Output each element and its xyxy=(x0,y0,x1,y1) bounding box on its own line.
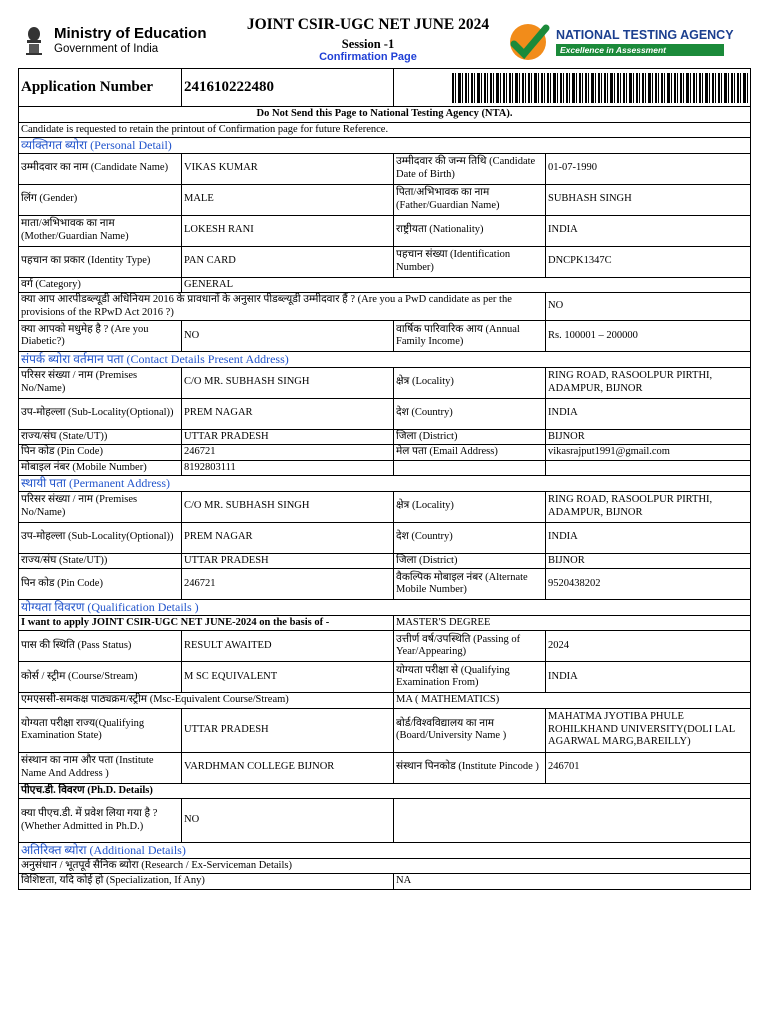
page-name: Confirmation Page xyxy=(319,51,417,63)
table-row xyxy=(19,321,751,352)
table-row xyxy=(19,367,751,398)
field-label: पिन कोड (Pin Code) xyxy=(19,569,182,600)
diabetic-value: NO xyxy=(182,321,394,352)
field-label: पास की स्थिति (Pass Status) xyxy=(19,631,182,662)
field-label: जिला (District) xyxy=(394,553,546,569)
section-title-present-address: संपर्क ब्योरा वर्तमान पता (Contact Details Present Address) xyxy=(19,352,751,368)
field-label: राज्य/संघ (State/UT)) xyxy=(19,429,182,445)
table-row xyxy=(19,553,751,569)
field-label: योग्यता परीक्षा राज्य(Qualifying Examination State) xyxy=(19,708,182,752)
field-value: RESULT AWAITED xyxy=(182,631,394,662)
field-label: क्षेत्र (Locality) xyxy=(394,367,546,398)
field-label: पहचान संख्या (Identification Number) xyxy=(394,246,546,277)
apply-basis-label: I want to apply JOINT CSIR-UGC NET JUNE-2024 on the basis of - xyxy=(19,615,394,631)
field-value: VARDHMAN COLLEGE BIJNOR xyxy=(182,752,394,783)
specialization-label: विशिष्टता, यदि कोई हो (Specialization, If Any) xyxy=(19,874,394,890)
field-value: MALE xyxy=(182,184,394,215)
retain-note: Candidate is requested to retain the printout of Confirmation page for future Reference. xyxy=(19,122,751,138)
field-label: देश (Country) xyxy=(394,522,546,553)
field-value: RING ROAD, RASOOLPUR PIRTHI, ADAMPUR, BIJNOR xyxy=(546,491,751,522)
section-title-additional: अतिरिक्त ब्योरा (Additional Details) xyxy=(19,843,751,859)
field-label: परिसर संख्या / नाम (Premises No/Name) xyxy=(19,367,182,398)
table-row xyxy=(19,215,751,246)
table-row xyxy=(19,752,751,783)
agency-tagline: Excellence in Assessment xyxy=(556,44,724,56)
empty-cell xyxy=(394,799,751,843)
field-label: पिन कोड (Pin Code) xyxy=(19,445,182,461)
pwd-value: NO xyxy=(546,293,751,321)
field-label: राष्ट्रीयता (Nationality) xyxy=(394,215,546,246)
field-value: 8192803111 xyxy=(182,460,394,476)
ashoka-emblem-icon xyxy=(22,25,46,57)
section-title-qualification: योग्यता विवरण (Qualification Details ) xyxy=(19,600,751,616)
field-label: मोबाइल नंबर (Mobile Number) xyxy=(19,460,182,476)
table-row xyxy=(19,693,751,709)
agency-name: NATIONAL TESTING AGENCY xyxy=(556,28,734,42)
field-value: DNCPK1347C xyxy=(546,246,751,277)
field-value: 2024 xyxy=(546,631,751,662)
table-row xyxy=(19,631,751,662)
field-label: उम्मीदवार की जन्म तिथि (Candidate Date of Birth) xyxy=(394,153,546,184)
table-row xyxy=(19,445,751,461)
table-row xyxy=(19,874,751,890)
table-row xyxy=(19,293,751,321)
field-value: UTTAR PRADESH xyxy=(182,553,394,569)
table-row xyxy=(19,277,751,293)
empty-cell xyxy=(546,460,751,476)
field-value: UTTAR PRADESH xyxy=(182,429,394,445)
field-value: PREM NAGAR xyxy=(182,398,394,429)
field-label: कोर्स / स्ट्रीम (Course/Stream) xyxy=(19,662,182,693)
table-row xyxy=(19,522,751,553)
income-value: Rs. 100001 – 200000 xyxy=(546,321,751,352)
table-row xyxy=(19,799,751,843)
field-label: माता/अभिभावक का नाम (Mother/Guardian Name) xyxy=(19,215,182,246)
do-not-send-notice: Do Not Send this Page to National Testing Agency (NTA). xyxy=(19,107,751,123)
ministry-title: Ministry of Education xyxy=(54,25,207,42)
field-label: उप-मोहल्ला (Sub-Locality(Optional)) xyxy=(19,398,182,429)
field-value: VIKAS KUMAR xyxy=(182,153,394,184)
field-value: INDIA xyxy=(546,662,751,693)
table-row xyxy=(19,246,751,277)
table-row xyxy=(19,662,751,693)
field-label: पिता/अभिभावक का नाम (Father/Guardian Name) xyxy=(394,184,546,215)
table-row xyxy=(19,783,751,799)
field-label: उम्मीदवार का नाम (Candidate Name) xyxy=(19,153,182,184)
field-value: BIJNOR xyxy=(546,553,751,569)
field-label: पहचान का प्रकार (Identity Type) xyxy=(19,246,182,277)
field-label: मेल पता (Email Address) xyxy=(394,445,546,461)
field-label: संस्थान का नाम और पता (Institute Name And Address ) xyxy=(19,752,182,783)
notice-row xyxy=(19,107,751,123)
barcode-cell xyxy=(394,69,751,107)
barcode-image xyxy=(452,73,748,103)
apply-basis-value: MASTER'S DEGREE xyxy=(394,615,751,631)
email-value: vikasrajput1991@gmail.com xyxy=(546,445,751,461)
field-label: लिंग (Gender) xyxy=(19,184,182,215)
field-label: क्षेत्र (Locality) xyxy=(394,491,546,522)
table-row xyxy=(19,569,751,600)
field-value: INDIA xyxy=(546,522,751,553)
table-row xyxy=(19,153,751,184)
table-row xyxy=(19,615,751,631)
nta-check-icon xyxy=(504,22,552,62)
section-title-permanent-address: स्थायी पता (Permanent Address) xyxy=(19,476,751,492)
ministry-subtitle: Government of India xyxy=(54,43,159,55)
application-number-label: Application Number xyxy=(19,69,182,107)
research-label: अनुसंधान / भूतपूर्व सैनिक ब्योरा (Research / Ex-Serviceman Details) xyxy=(19,858,751,874)
field-value: PREM NAGAR xyxy=(182,522,394,553)
category-value: GENERAL xyxy=(182,277,751,293)
field-value: MAHATMA JYOTIBA PHULE ROHILKHAND UNIVERSITY(DOLI LAL AGARWAL MARG,BAREILLY) xyxy=(546,708,751,752)
page-header xyxy=(0,0,768,66)
income-label: वार्षिक पारिवारिक आय (Annual Family Income) xyxy=(394,321,546,352)
field-label: उप-मोहल्ला (Sub-Locality(Optional)) xyxy=(19,522,182,553)
nta-logo xyxy=(504,22,760,62)
phd-value: NO xyxy=(182,799,394,843)
field-value: SUBHASH SINGH xyxy=(546,184,751,215)
table-row xyxy=(19,429,751,445)
field-value: 01-07-1990 xyxy=(546,153,751,184)
table-row xyxy=(19,858,751,874)
section-title-personal: व्यक्तिगत ब्योरा (Personal Detail) xyxy=(19,138,751,154)
field-value: LOKESH RANI xyxy=(182,215,394,246)
msc-course-label: एमएससी-समकक्ष पाठ्यक्रम/स्ट्रीम (Msc-Equivalent Course/Stream) xyxy=(19,693,394,709)
field-value: C/O MR. SUBHASH SINGH xyxy=(182,367,394,398)
pwd-question: क्या आप आरपीडब्ल्यूडी अधिनियम 2016 के प्रावधानों के अनुसार पीडब्ल्यूडी उम्मीदवार हैं ? (Are you a PwD candidate as per the provisions of the RPwD Act 2016 ?) xyxy=(19,293,546,321)
field-label: उत्तीर्ण वर्ष/उपस्थिति (Passing of Year/Appearing) xyxy=(394,631,546,662)
field-value: UTTAR PRADESH xyxy=(182,708,394,752)
field-value: INDIA xyxy=(546,215,751,246)
field-value: PAN CARD xyxy=(182,246,394,277)
field-value: 246721 xyxy=(182,445,394,461)
field-label: संस्थान पिनकोड (Institute Pincode ) xyxy=(394,752,546,783)
field-label: परिसर संख्या / नाम (Premises No/Name) xyxy=(19,491,182,522)
field-label: बोर्ड/विश्वविद्यालय का नाम (Board/University Name ) xyxy=(394,708,546,752)
retain-row xyxy=(19,122,751,138)
field-value: 9520438202 xyxy=(546,569,751,600)
table-row xyxy=(19,184,751,215)
field-value: M SC EQUIVALENT xyxy=(182,662,394,693)
session-label: Session -1 xyxy=(341,37,395,51)
phd-question: क्या पीएच.डी. में प्रवेश लिया गया है ? (Whether Admitted in Ph.D.) xyxy=(19,799,182,843)
field-label: राज्य/संघ (State/UT)) xyxy=(19,553,182,569)
field-label: जिला (District) xyxy=(394,429,546,445)
specialization-value: NA xyxy=(394,874,751,890)
table-row xyxy=(19,460,751,476)
field-label: देश (Country) xyxy=(394,398,546,429)
field-value: 246701 xyxy=(546,752,751,783)
exam-title: JOINT CSIR-UGC NET JUNE 2024 xyxy=(246,16,490,33)
confirmation-form xyxy=(18,68,751,890)
diabetic-label: क्या आपको मधुमेह है ? (Are you Diabetic?) xyxy=(19,321,182,352)
field-value: RING ROAD, RASOOLPUR PIRTHI, ADAMPUR, BIJNOR xyxy=(546,367,751,398)
category-label: वर्ग (Category) xyxy=(19,277,182,293)
field-label: योग्यता परीक्षा से (Qualifying Examination From) xyxy=(394,662,546,693)
field-value: C/O MR. SUBHASH SINGH xyxy=(182,491,394,522)
field-value: BIJNOR xyxy=(546,429,751,445)
application-row xyxy=(19,69,751,107)
application-number-value: 241610222480 xyxy=(182,69,394,107)
field-value: 246721 xyxy=(182,569,394,600)
msc-course-value: MA ( MATHEMATICS) xyxy=(394,693,751,709)
phd-details-label: पीएच.डी. विवरण (Ph.D. Details) xyxy=(19,783,751,799)
ministry-logo xyxy=(14,22,214,62)
field-value: INDIA xyxy=(546,398,751,429)
empty-cell xyxy=(394,460,546,476)
table-row xyxy=(19,398,751,429)
field-label: वैकल्पिक मोबाइल नंबर (Alternate Mobile Number) xyxy=(394,569,546,600)
table-row xyxy=(19,491,751,522)
table-row xyxy=(19,708,751,752)
